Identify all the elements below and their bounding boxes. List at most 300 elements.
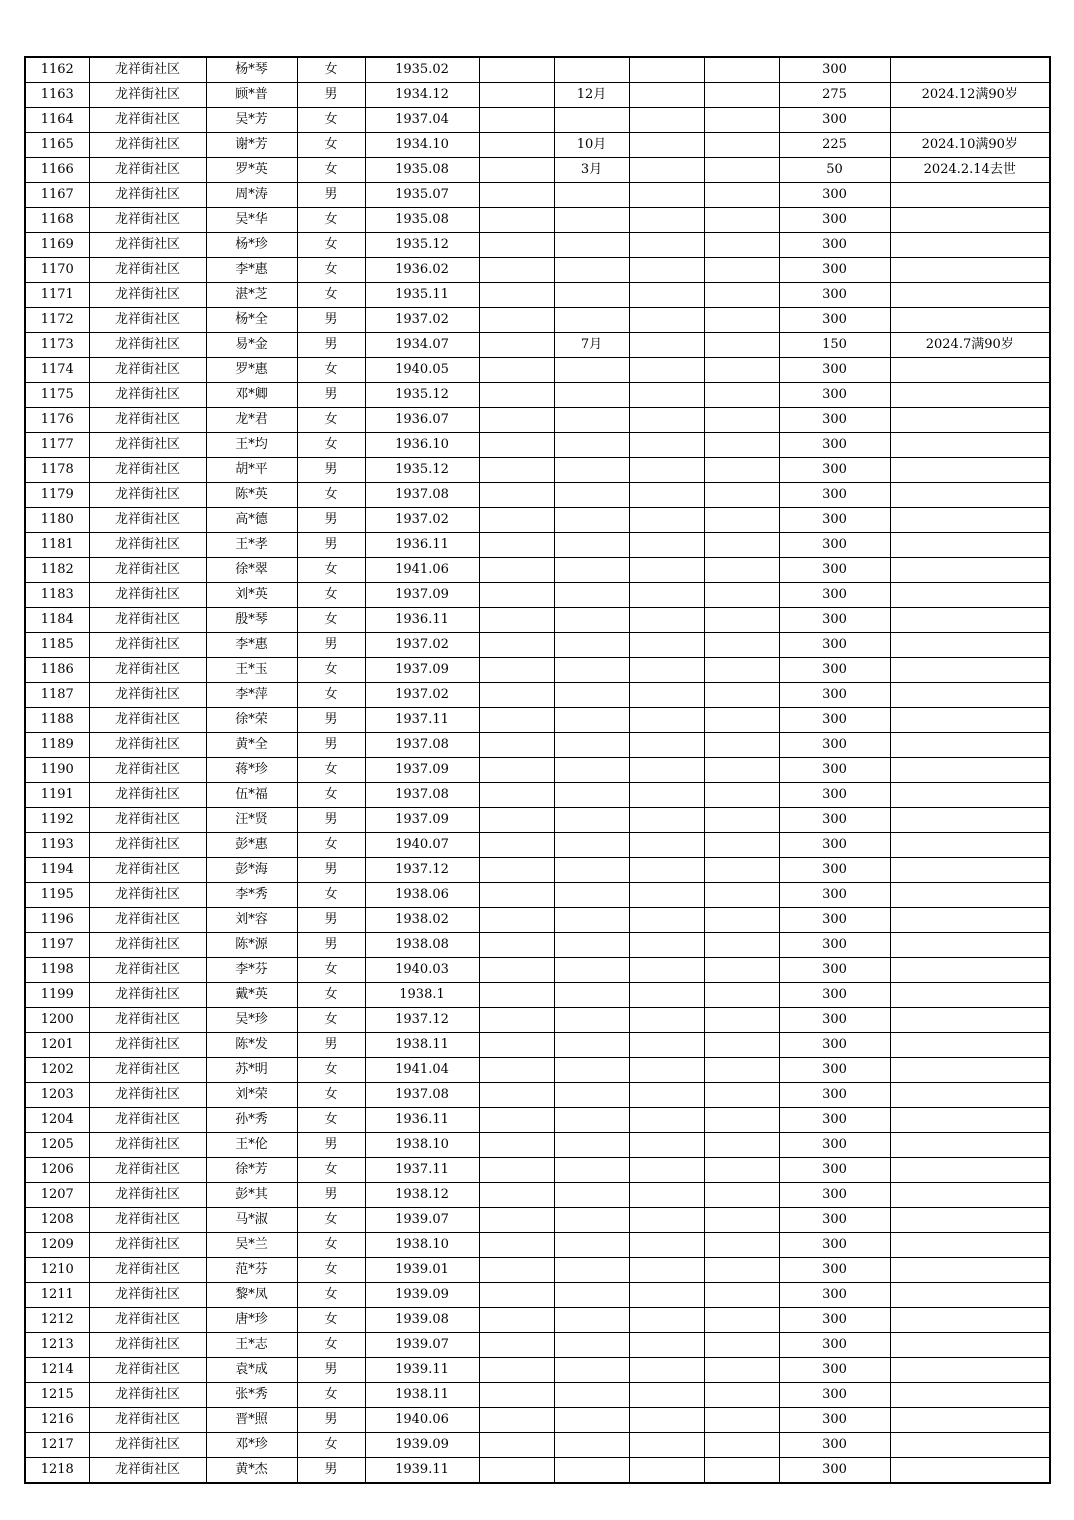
gender-cell: 女 (297, 783, 365, 808)
table-row (25, 658, 1050, 683)
blank-cell (479, 658, 554, 683)
row-number-cell: 1218 (25, 1458, 89, 1484)
blank-cell (629, 108, 704, 133)
table-row (25, 1083, 1050, 1108)
row-number-cell: 1177 (25, 433, 89, 458)
gender-cell: 女 (297, 283, 365, 308)
table-row (25, 933, 1050, 958)
gender-cell: 女 (297, 133, 365, 158)
row-number-cell: 1183 (25, 583, 89, 608)
month-cell (554, 558, 629, 583)
month-cell (554, 733, 629, 758)
table-row (25, 183, 1050, 208)
month-cell (554, 458, 629, 483)
birth-date-cell: 1937.11 (365, 708, 479, 733)
blank-cell (479, 1133, 554, 1158)
blank-cell (704, 1008, 779, 1033)
blank-cell (479, 483, 554, 508)
row-number-cell: 1168 (25, 208, 89, 233)
blank-cell (629, 758, 704, 783)
table-row (25, 408, 1050, 433)
blank-cell (479, 1383, 554, 1408)
blank-cell (704, 233, 779, 258)
name-cell: 邓*珍 (206, 1433, 297, 1458)
name-cell: 刘*容 (206, 908, 297, 933)
table-row (25, 708, 1050, 733)
row-number-cell: 1197 (25, 933, 89, 958)
birth-date-cell: 1938.02 (365, 908, 479, 933)
name-cell: 彭*海 (206, 858, 297, 883)
birth-date-cell: 1939.07 (365, 1333, 479, 1358)
blank-cell (479, 233, 554, 258)
community-cell: 龙祥街社区 (89, 1233, 206, 1258)
blank-cell (629, 1283, 704, 1308)
birth-date-cell: 1937.04 (365, 108, 479, 133)
blank-cell (704, 1133, 779, 1158)
month-cell (554, 1333, 629, 1358)
blank-cell (629, 683, 704, 708)
amount-cell: 300 (779, 108, 890, 133)
gender-cell: 男 (297, 333, 365, 358)
blank-cell (479, 408, 554, 433)
name-cell: 彭*其 (206, 1183, 297, 1208)
subsidy-roster-table (24, 56, 1051, 1484)
blank-cell (704, 533, 779, 558)
blank-cell (704, 57, 779, 83)
blank-cell (704, 383, 779, 408)
remark-cell: 2024.2.14去世 (890, 158, 1050, 183)
community-cell: 龙祥街社区 (89, 383, 206, 408)
blank-cell (629, 533, 704, 558)
blank-cell (479, 783, 554, 808)
community-cell: 龙祥街社区 (89, 658, 206, 683)
blank-cell (704, 283, 779, 308)
blank-cell (479, 383, 554, 408)
remark-cell (890, 1408, 1050, 1433)
remark-cell (890, 1083, 1050, 1108)
remark-cell (890, 1383, 1050, 1408)
community-cell: 龙祥街社区 (89, 1058, 206, 1083)
row-number-cell: 1189 (25, 733, 89, 758)
blank-cell (629, 633, 704, 658)
community-cell: 龙祥街社区 (89, 108, 206, 133)
community-cell: 龙祥街社区 (89, 1208, 206, 1233)
amount-cell: 300 (779, 1208, 890, 1233)
blank-cell (629, 208, 704, 233)
birth-date-cell: 1937.02 (365, 633, 479, 658)
birth-date-cell: 1936.07 (365, 408, 479, 433)
table-row (25, 1258, 1050, 1283)
remark-cell (890, 958, 1050, 983)
community-cell: 龙祥街社区 (89, 483, 206, 508)
blank-cell (479, 883, 554, 908)
table-row (25, 1383, 1050, 1408)
community-cell: 龙祥街社区 (89, 83, 206, 108)
row-number-cell: 1205 (25, 1133, 89, 1158)
remark-cell (890, 833, 1050, 858)
blank-cell (479, 908, 554, 933)
amount-cell: 300 (779, 558, 890, 583)
row-number-cell: 1182 (25, 558, 89, 583)
amount-cell: 300 (779, 183, 890, 208)
row-number-cell: 1217 (25, 1433, 89, 1458)
gender-cell: 女 (297, 1283, 365, 1308)
row-number-cell: 1203 (25, 1083, 89, 1108)
gender-cell: 女 (297, 208, 365, 233)
remark-cell (890, 1258, 1050, 1283)
blank-cell (704, 1258, 779, 1283)
remark-cell (890, 658, 1050, 683)
amount-cell: 300 (779, 783, 890, 808)
remark-cell (890, 283, 1050, 308)
blank-cell (704, 1283, 779, 1308)
name-cell: 黄*杰 (206, 1458, 297, 1484)
name-cell: 王*伦 (206, 1133, 297, 1158)
gender-cell: 男 (297, 1408, 365, 1433)
month-cell (554, 1458, 629, 1484)
row-number-cell: 1169 (25, 233, 89, 258)
gender-cell: 女 (297, 1083, 365, 1108)
name-cell: 顾*普 (206, 83, 297, 108)
name-cell: 彭*惠 (206, 833, 297, 858)
row-number-cell: 1167 (25, 183, 89, 208)
gender-cell: 女 (297, 1233, 365, 1258)
community-cell: 龙祥街社区 (89, 1108, 206, 1133)
birth-date-cell: 1939.11 (365, 1458, 479, 1484)
amount-cell: 300 (779, 358, 890, 383)
table-row (25, 1433, 1050, 1458)
blank-cell (704, 83, 779, 108)
table-row (25, 108, 1050, 133)
month-cell (554, 833, 629, 858)
blank-cell (479, 57, 554, 83)
community-cell: 龙祥街社区 (89, 608, 206, 633)
gender-cell: 女 (297, 233, 365, 258)
month-cell (554, 708, 629, 733)
blank-cell (479, 933, 554, 958)
name-cell: 张*秀 (206, 1383, 297, 1408)
month-cell (554, 57, 629, 83)
table-row (25, 1183, 1050, 1208)
amount-cell: 300 (779, 733, 890, 758)
blank-cell (704, 508, 779, 533)
remark-cell (890, 1333, 1050, 1358)
blank-cell (629, 283, 704, 308)
birth-date-cell: 1937.09 (365, 758, 479, 783)
month-cell (554, 1358, 629, 1383)
birth-date-cell: 1939.09 (365, 1283, 479, 1308)
blank-cell (479, 508, 554, 533)
gender-cell: 女 (297, 583, 365, 608)
blank-cell (479, 358, 554, 383)
remark-cell (890, 783, 1050, 808)
table-row (25, 233, 1050, 258)
blank-cell (704, 208, 779, 233)
gender-cell: 女 (297, 1433, 365, 1458)
amount-cell: 300 (779, 383, 890, 408)
table-row (25, 583, 1050, 608)
birth-date-cell: 1938.11 (365, 1383, 479, 1408)
row-number-cell: 1196 (25, 908, 89, 933)
row-number-cell: 1166 (25, 158, 89, 183)
blank-cell (704, 858, 779, 883)
birth-date-cell: 1935.02 (365, 57, 479, 83)
birth-date-cell: 1936.10 (365, 433, 479, 458)
blank-cell (629, 1083, 704, 1108)
birth-date-cell: 1937.08 (365, 483, 479, 508)
table-row (25, 1233, 1050, 1258)
month-cell (554, 1433, 629, 1458)
amount-cell: 50 (779, 158, 890, 183)
month-cell (554, 283, 629, 308)
birth-date-cell: 1937.02 (365, 508, 479, 533)
remark-cell (890, 758, 1050, 783)
month-cell (554, 1033, 629, 1058)
remark-cell (890, 983, 1050, 1008)
gender-cell: 女 (297, 658, 365, 683)
month-cell (554, 808, 629, 833)
name-cell: 陈*英 (206, 483, 297, 508)
remark-cell (890, 1158, 1050, 1183)
month-cell (554, 758, 629, 783)
birth-date-cell: 1935.08 (365, 158, 479, 183)
name-cell: 吴*芳 (206, 108, 297, 133)
month-cell (554, 933, 629, 958)
remark-cell (890, 608, 1050, 633)
blank-cell (479, 1008, 554, 1033)
birth-date-cell: 1938.12 (365, 1183, 479, 1208)
community-cell: 龙祥街社区 (89, 1008, 206, 1033)
table-row (25, 1208, 1050, 1233)
name-cell: 吴*兰 (206, 1233, 297, 1258)
amount-cell: 300 (779, 1058, 890, 1083)
birth-date-cell: 1937.12 (365, 1008, 479, 1033)
blank-cell (629, 1183, 704, 1208)
remark-cell (890, 1133, 1050, 1158)
gender-cell: 男 (297, 508, 365, 533)
blank-cell (479, 108, 554, 133)
community-cell: 龙祥街社区 (89, 308, 206, 333)
row-number-cell: 1209 (25, 1233, 89, 1258)
blank-cell (704, 1183, 779, 1208)
name-cell: 吴*珍 (206, 1008, 297, 1033)
birth-date-cell: 1936.11 (365, 608, 479, 633)
community-cell: 龙祥街社区 (89, 783, 206, 808)
gender-cell: 男 (297, 1133, 365, 1158)
row-number-cell: 1163 (25, 83, 89, 108)
remark-cell (890, 233, 1050, 258)
amount-cell: 275 (779, 83, 890, 108)
blank-cell (629, 233, 704, 258)
birth-date-cell: 1939.09 (365, 1433, 479, 1458)
birth-date-cell: 1937.09 (365, 808, 479, 833)
blank-cell (704, 1433, 779, 1458)
amount-cell: 300 (779, 1433, 890, 1458)
row-number-cell: 1210 (25, 1258, 89, 1283)
blank-cell (479, 858, 554, 883)
month-cell (554, 883, 629, 908)
month-cell (554, 508, 629, 533)
blank-cell (629, 133, 704, 158)
blank-cell (629, 833, 704, 858)
community-cell: 龙祥街社区 (89, 208, 206, 233)
blank-cell (704, 733, 779, 758)
remark-cell (890, 433, 1050, 458)
birth-date-cell: 1935.08 (365, 208, 479, 233)
blank-cell (629, 358, 704, 383)
blank-cell (704, 908, 779, 933)
community-cell: 龙祥街社区 (89, 708, 206, 733)
blank-cell (479, 208, 554, 233)
blank-cell (629, 1458, 704, 1484)
month-cell (554, 1308, 629, 1333)
row-number-cell: 1202 (25, 1058, 89, 1083)
blank-cell (704, 1333, 779, 1358)
birth-date-cell: 1941.04 (365, 1058, 479, 1083)
name-cell: 徐*荣 (206, 708, 297, 733)
row-number-cell: 1164 (25, 108, 89, 133)
gender-cell: 女 (297, 1208, 365, 1233)
blank-cell (479, 458, 554, 483)
amount-cell: 300 (779, 458, 890, 483)
name-cell: 苏*明 (206, 1058, 297, 1083)
blank-cell (704, 1383, 779, 1408)
gender-cell: 女 (297, 258, 365, 283)
gender-cell: 女 (297, 883, 365, 908)
amount-cell: 225 (779, 133, 890, 158)
month-cell (554, 533, 629, 558)
community-cell: 龙祥街社区 (89, 1083, 206, 1108)
name-cell: 李*芬 (206, 958, 297, 983)
remark-cell (890, 633, 1050, 658)
remark-cell (890, 583, 1050, 608)
table-row (25, 1458, 1050, 1484)
name-cell: 罗*英 (206, 158, 297, 183)
amount-cell: 300 (779, 833, 890, 858)
name-cell: 刘*英 (206, 583, 297, 608)
table-row (25, 333, 1050, 358)
birth-date-cell: 1937.09 (365, 583, 479, 608)
table-row (25, 483, 1050, 508)
gender-cell: 女 (297, 1258, 365, 1283)
amount-cell: 300 (779, 808, 890, 833)
month-cell (554, 358, 629, 383)
row-number-cell: 1176 (25, 408, 89, 433)
remark-cell (890, 858, 1050, 883)
name-cell: 黎*凤 (206, 1283, 297, 1308)
community-cell: 龙祥街社区 (89, 933, 206, 958)
name-cell: 李*秀 (206, 883, 297, 908)
row-number-cell: 1170 (25, 258, 89, 283)
blank-cell (629, 1233, 704, 1258)
blank-cell (479, 1083, 554, 1108)
blank-cell (629, 308, 704, 333)
blank-cell (629, 183, 704, 208)
table-row (25, 1008, 1050, 1033)
row-number-cell: 1206 (25, 1158, 89, 1183)
amount-cell: 300 (779, 57, 890, 83)
table-row (25, 1158, 1050, 1183)
row-number-cell: 1215 (25, 1383, 89, 1408)
amount-cell: 300 (779, 1383, 890, 1408)
month-cell (554, 1383, 629, 1408)
birth-date-cell: 1937.02 (365, 308, 479, 333)
blank-cell (704, 183, 779, 208)
name-cell: 湛*芝 (206, 283, 297, 308)
table-row (25, 1108, 1050, 1133)
gender-cell: 女 (297, 608, 365, 633)
blank-cell (704, 708, 779, 733)
name-cell: 徐*芳 (206, 1158, 297, 1183)
name-cell: 袁*成 (206, 1358, 297, 1383)
table-row (25, 458, 1050, 483)
blank-cell (479, 83, 554, 108)
name-cell: 汪*贤 (206, 808, 297, 833)
blank-cell (479, 1358, 554, 1383)
blank-cell (704, 658, 779, 683)
birth-date-cell: 1937.11 (365, 1158, 479, 1183)
amount-cell: 300 (779, 1458, 890, 1484)
blank-cell (479, 133, 554, 158)
name-cell: 杨*琴 (206, 57, 297, 83)
row-number-cell: 1187 (25, 683, 89, 708)
gender-cell: 女 (297, 958, 365, 983)
amount-cell: 300 (779, 1283, 890, 1308)
month-cell (554, 1258, 629, 1283)
community-cell: 龙祥街社区 (89, 358, 206, 383)
blank-cell (629, 908, 704, 933)
amount-cell: 300 (779, 683, 890, 708)
table-row (25, 83, 1050, 108)
blank-cell (629, 83, 704, 108)
remark-cell (890, 733, 1050, 758)
remark-cell (890, 1458, 1050, 1484)
month-cell (554, 608, 629, 633)
row-number-cell: 1213 (25, 1333, 89, 1358)
name-cell: 杨*珍 (206, 233, 297, 258)
gender-cell: 女 (297, 1108, 365, 1133)
blank-cell (479, 758, 554, 783)
row-number-cell: 1178 (25, 458, 89, 483)
remark-cell: 2024.10满90岁 (890, 133, 1050, 158)
blank-cell (629, 483, 704, 508)
blank-cell (629, 408, 704, 433)
blank-cell (704, 1408, 779, 1433)
blank-cell (629, 1408, 704, 1433)
remark-cell (890, 183, 1050, 208)
remark-cell (890, 258, 1050, 283)
table-row (25, 908, 1050, 933)
remark-cell (890, 1008, 1050, 1033)
table-row (25, 383, 1050, 408)
amount-cell: 300 (779, 1333, 890, 1358)
row-number-cell: 1214 (25, 1358, 89, 1383)
blank-cell (629, 1008, 704, 1033)
gender-cell: 女 (297, 408, 365, 433)
month-cell (554, 1108, 629, 1133)
row-number-cell: 1208 (25, 1208, 89, 1233)
blank-cell (704, 1158, 779, 1183)
blank-cell (479, 1308, 554, 1333)
row-number-cell: 1195 (25, 883, 89, 908)
community-cell: 龙祥街社区 (89, 333, 206, 358)
blank-cell (479, 608, 554, 633)
community-cell: 龙祥街社区 (89, 1308, 206, 1333)
month-cell (554, 1083, 629, 1108)
table-row (25, 883, 1050, 908)
amount-cell: 300 (779, 1033, 890, 1058)
gender-cell: 女 (297, 1158, 365, 1183)
